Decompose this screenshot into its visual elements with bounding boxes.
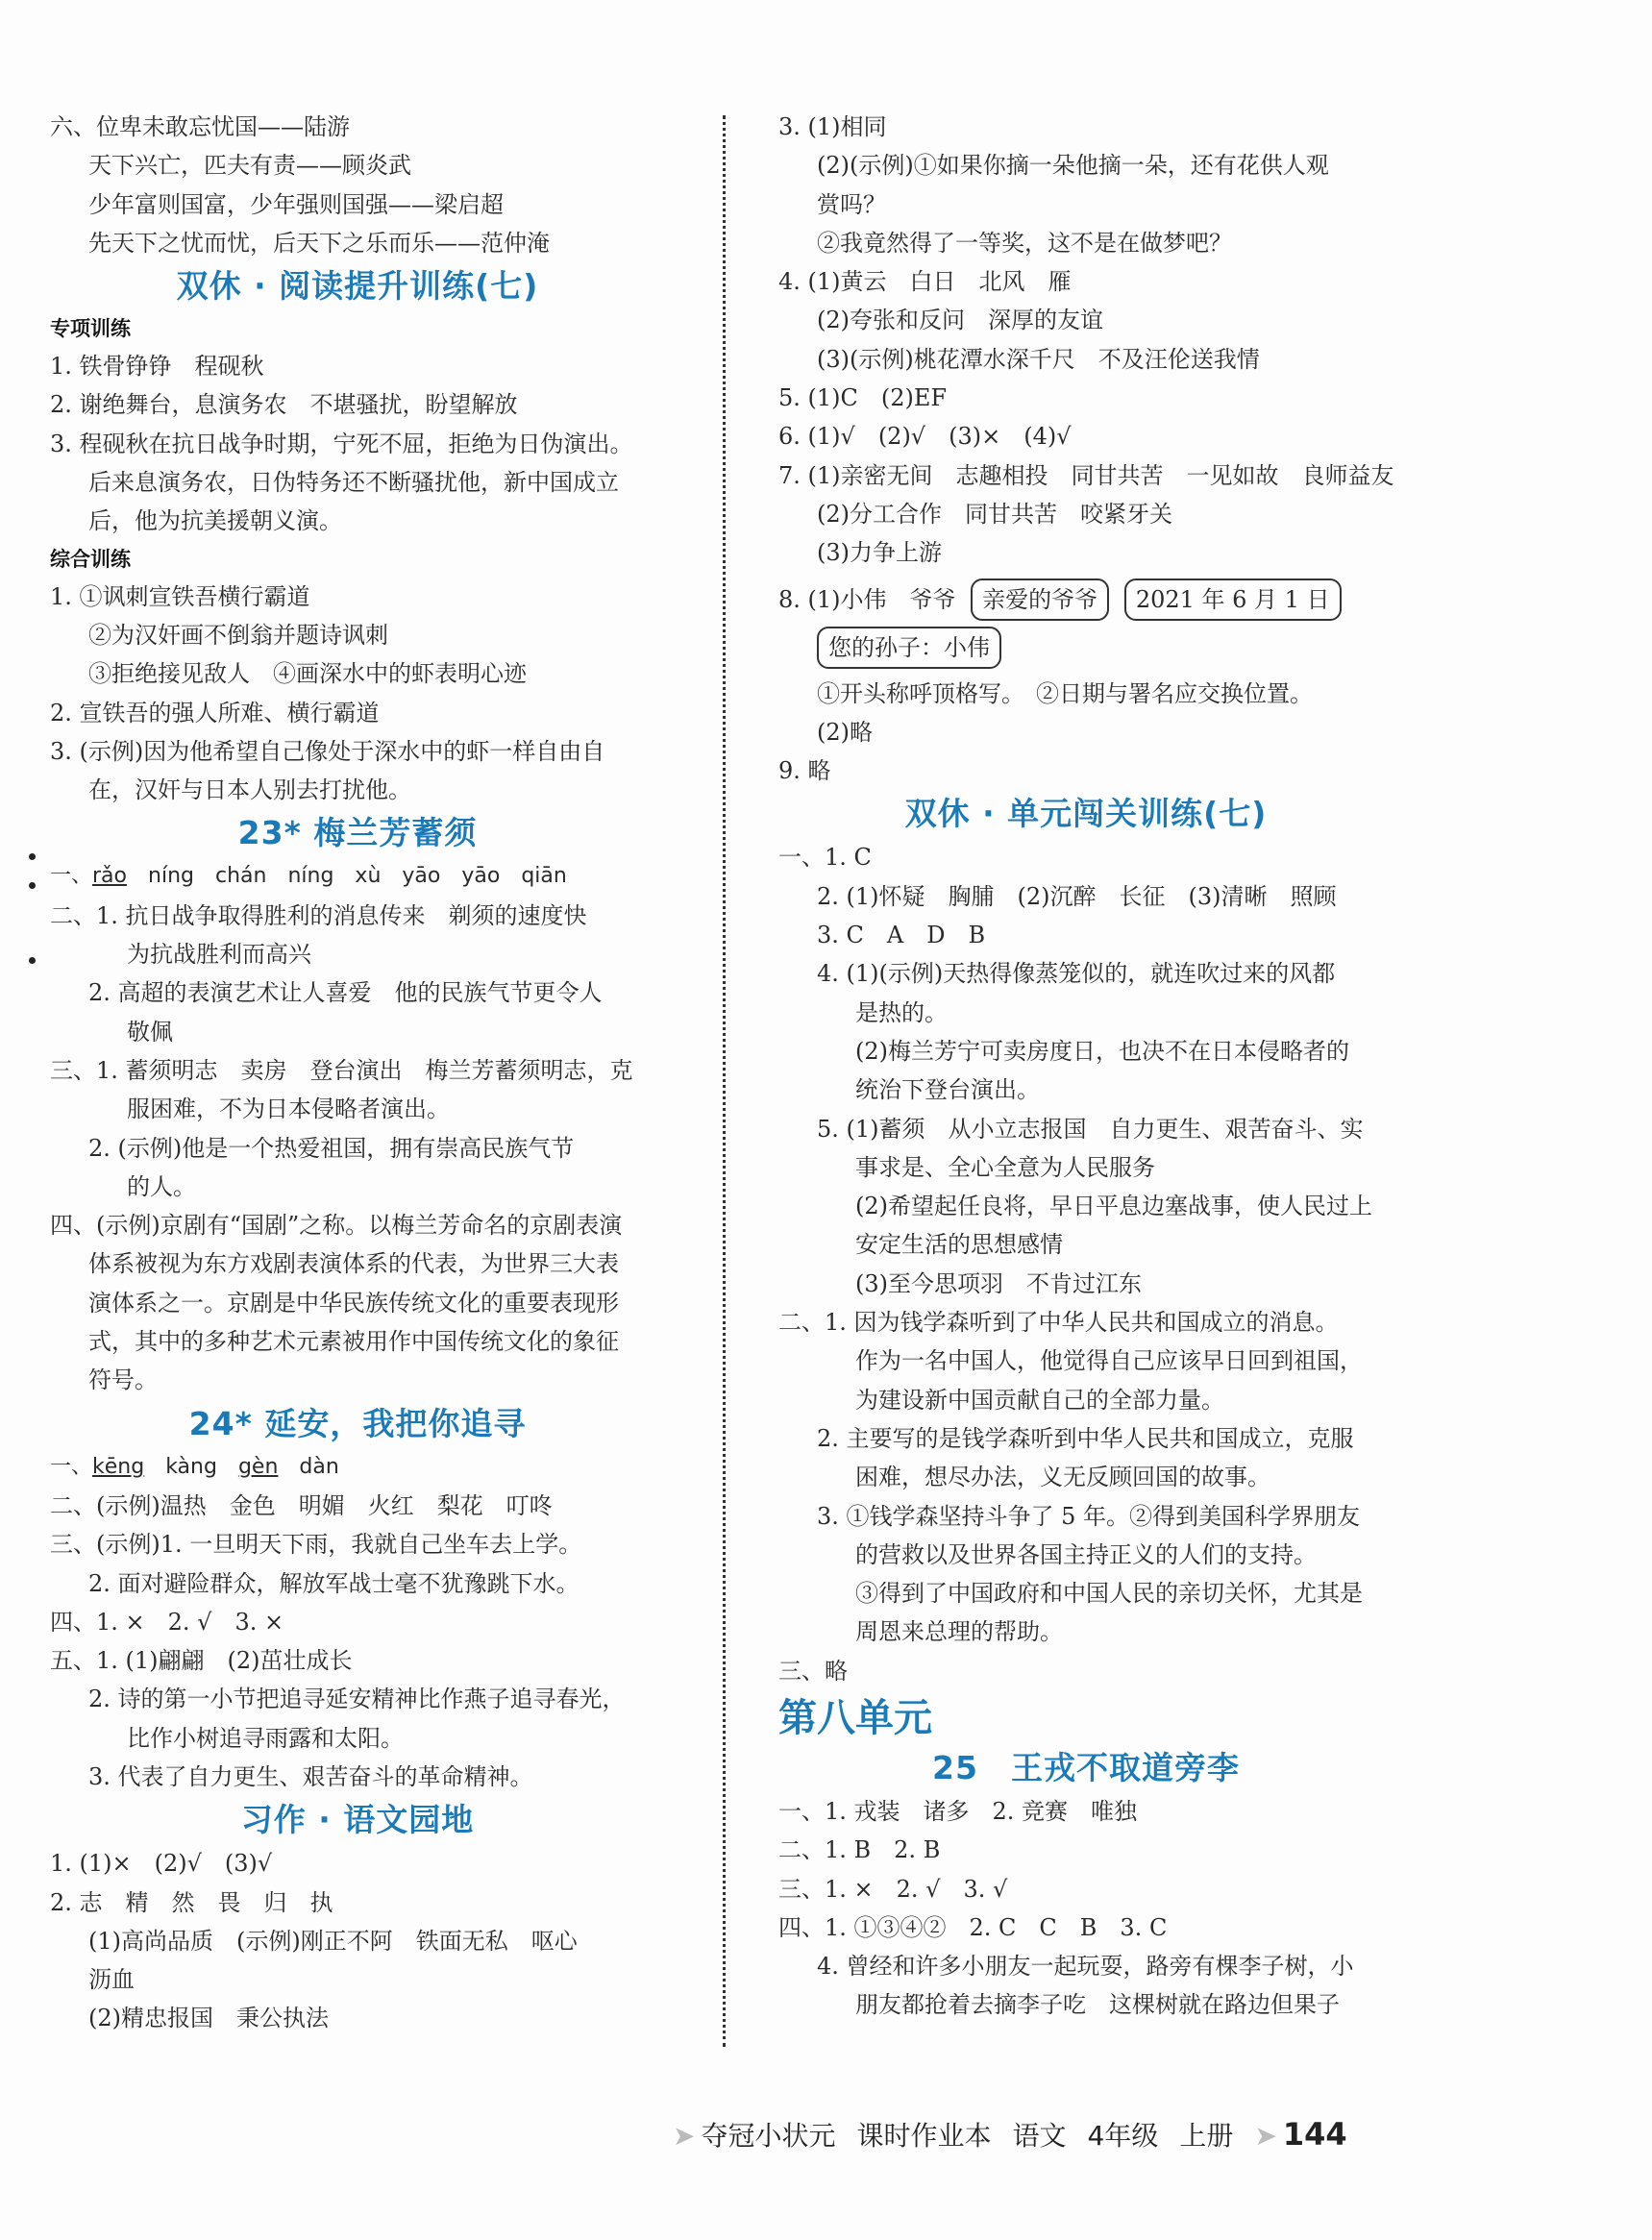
answer-line: 6. (1)√ (2)√ (3)× (4)√	[778, 423, 1072, 451]
answer-line: (3)至今思项羽 不肯过江东	[855, 1269, 1142, 1297]
answer-line: 2. 高超的表演艺术让人喜爱 他的民族气节更令人	[88, 979, 603, 1007]
answer-line: (2)夸张和反问 深厚的友谊	[817, 307, 1103, 334]
answer-line: 先天下之忧而忧，后天下之乐而乐——范仲淹	[88, 229, 550, 257]
answer-line: 五、1. (1)翩翩 (2)茁壮成长	[50, 1647, 353, 1675]
footer-grade: 4年级	[1087, 2120, 1159, 2152]
answer-line: 四、1. × 2. √ 3. ×	[50, 1608, 284, 1636]
answer-line: 四、1. ①③④② 2. C C B 3. C	[778, 1913, 1168, 1941]
boxed-signature: 您的孙子：小伟	[817, 627, 1001, 669]
answer-line: 服困难，不为日本侵略者演出。	[127, 1095, 450, 1123]
answer-line: 沥血	[88, 1966, 135, 1994]
answer-line: 的人。	[127, 1172, 196, 1200]
section-heading: 习作 · 语文园地	[240, 1801, 475, 1839]
boxed-date: 2021 年 6 月 1 日	[1124, 578, 1342, 621]
pinyin-answer-line	[50, 857, 665, 896]
answer-line: 二、(示例)温热 金色 明媚 火红 梨花 叮咚	[50, 1491, 553, 1519]
answer-line: (2)精忠报国 秉公执法	[88, 2005, 329, 2032]
answer-line: 4. (1)(示例)天热得像蒸笼似的，就连吹过来的风都	[817, 960, 1336, 988]
footer-subject: 语文	[1012, 2120, 1067, 2152]
lesson-heading: 23* 梅兰芳蓄须	[237, 814, 478, 852]
answer-line: 在，汉奸与日本人别去打扰他。	[88, 776, 411, 804]
arrow-icon: ➤	[1254, 2120, 1277, 2152]
answer-line: (1)高尚品质 (示例)刚正不阿 铁面无私 呕心	[88, 1927, 578, 1955]
subsection-heading: 综合训练	[50, 547, 131, 571]
answer-line: 符号。	[88, 1366, 158, 1394]
answer-line: 四、(示例)京剧有“国剧”之称。以梅兰芳命名的京剧表演	[50, 1212, 623, 1240]
answer-line: 三、(示例)1. 一旦明天下雨，我就自己坐车去上学。	[50, 1531, 582, 1559]
pinyin-syllable: yāo	[402, 864, 441, 889]
answer-line: 是热的。	[855, 998, 948, 1026]
right-column	[778, 108, 1393, 2025]
answer-line: 2. 诗的第一小节把追寻延安精神比作燕子追寻春光，	[88, 1686, 626, 1713]
answer-line: ③拒绝接见敌人 ④画深水中的虾表明心迹	[88, 660, 527, 688]
answer-line: (2)希望起任良将，早日平息边塞战事，使人民过上	[855, 1193, 1372, 1220]
pinyin-syllable: gèn	[237, 1454, 279, 1479]
page-footer	[673, 2110, 1365, 2158]
answer-line: 少年富则国富，少年强则国强——梁启超	[88, 190, 504, 218]
answer-line: 2. 志 精 然 畏 归 执	[50, 1888, 333, 1916]
answer-line: 2. (示例)他是一个热爱祖国，拥有崇高民族气节	[88, 1134, 575, 1162]
left-column	[50, 108, 665, 2038]
answer-line: 三、1. × 2. √ 3. √	[778, 1875, 1008, 1903]
answer-line: 后，他为抗美援朝义演。	[88, 507, 342, 535]
answer-line: 二、1. 因为钱学森听到了中华人民共和国成立的消息。	[778, 1309, 1339, 1337]
pinyin-syllable: níng	[287, 864, 334, 889]
pinyin-syllable: qiān	[521, 864, 567, 889]
answer-line: 二、1. 抗日战争取得胜利的消息传来 剃须的速度快	[50, 901, 587, 929]
lesson-heading: 24* 延安，我把你追寻	[188, 1404, 527, 1442]
answer-line: 7. (1)亲密无间 志趣相投 同甘共苦 一见如故 良师益友	[778, 461, 1394, 489]
answer-line: ②为汉奸画不倒翁并题诗讽刺	[88, 621, 388, 649]
answer-line: 比作小树追寻雨露和太阳。	[127, 1724, 404, 1752]
answer-line: 敬佩	[127, 1018, 173, 1046]
pinyin-syllable: dàn	[299, 1454, 339, 1479]
column-divider	[723, 115, 726, 2047]
answer-line: 3. (示例)因为他希望自己像处于深水中的虾一样自由自	[50, 737, 605, 765]
answer-line: 演体系之一。京剧是中华民族传统文化的重要表现形	[88, 1289, 619, 1317]
answer-line: 三、略	[778, 1657, 848, 1685]
answer-line: 困难，想尽办法，义无反顾回国的故事。	[855, 1464, 1270, 1491]
subsection-heading: 专项训练	[50, 317, 131, 341]
section-heading: 双休 · 阅读提升训练(七)	[176, 267, 539, 306]
answer-line: 三、1. 蓄须明志 卖房 登台演出 梅兰芳蓄须明志，克	[50, 1056, 633, 1084]
arrow-icon: ➤	[673, 2120, 696, 2152]
answer-line: 一、1. C	[778, 844, 872, 872]
margin-mark	[29, 957, 36, 964]
answer-line: 体系被视为东方戏剧表演体系的代表，为世界三大表	[88, 1250, 619, 1278]
answer-line: 1. (1)× (2)√ (3)√	[50, 1850, 273, 1878]
boxed-salutation: 亲爱的爷爷	[971, 578, 1109, 621]
answer-line: 3. C A D B	[817, 922, 986, 949]
answer-line: 二、1. B 2. B	[778, 1836, 941, 1864]
answer-line: 为抗战胜利而高兴	[127, 941, 311, 969]
answer-line: 后来息演务农，日伪特务还不断骚扰他，新中国成立	[88, 469, 619, 497]
page-number: 144	[1282, 2116, 1347, 2153]
answer-line: 2. 主要写的是钱学森听到中华人民共和国成立，克服	[817, 1424, 1354, 1452]
letter-format-line	[778, 578, 1393, 621]
answer-line: 1. 铁骨铮铮 程砚秋	[50, 353, 264, 381]
answer-line: ①开头称呼顶格写。 ②日期与署名应交换位置。	[817, 679, 1313, 707]
answer-line: 5. (1)蓄须 从小立志报国 自力更生、艰苦奋斗、实	[817, 1115, 1364, 1143]
answer-line: 为建设新中国贡献自己的全部力量。	[855, 1386, 1224, 1414]
pinyin-syllable: rǎo	[92, 864, 128, 889]
answer-line: 安定生活的思想感情	[855, 1231, 1063, 1259]
pinyin-syllable: yāo	[461, 864, 501, 889]
answer-line: 4. 曾经和许多小朋友一起玩耍，路旁有棵李子树，小	[817, 1953, 1354, 1981]
footer-brand: 夺冠小状元	[701, 2120, 836, 2152]
answer-line: 3. 程砚秋在抗日战争时期，宁死不屈，拒绝为日伪演出。	[50, 430, 633, 457]
margin-mark	[29, 882, 36, 889]
answer-line: 2. 宣铁吾的强人所难、横行霸道	[50, 699, 380, 726]
answer-line: (3)力争上游	[817, 539, 942, 567]
section-heading: 双休 · 单元闯关训练(七)	[904, 795, 1268, 833]
pinyin-syllable: níng	[148, 864, 194, 889]
pinyin-syllable: xù	[355, 864, 382, 889]
answer-line: 4. (1)黄云 白日 北风 雁	[778, 268, 1072, 296]
answer-line: 事求是、全心全意为人民服务	[855, 1153, 1155, 1181]
answer-line: (2)略	[817, 718, 873, 746]
answer-text: 8. (1)小伟 爷爷	[778, 585, 956, 613]
pinyin-syllable: chán	[214, 864, 267, 889]
pinyin-syllable: kēng	[92, 1454, 145, 1479]
answer-line: 2. 谢绝舞台，息演务农 不堪骚扰，盼望解放	[50, 391, 518, 419]
answer-line: 3. 代表了自力更生、艰苦奋斗的革命精神。	[88, 1762, 533, 1790]
answer-line: 3. ①钱学森坚持斗争了 5 年。②得到美国科学界朋友	[817, 1502, 1361, 1530]
answer-line: 朋友都抢着去摘李子吃 这棵树就在路边但果子	[855, 1991, 1340, 2019]
footer-book: 课时作业本	[856, 2120, 992, 2152]
answer-line: 5. (1)C (2)EF	[778, 384, 948, 412]
answer-line: 赏吗？	[817, 190, 886, 218]
answer-line: 式，其中的多种艺术元素被用作中国传统文化的象征	[88, 1328, 619, 1356]
answer-line: 统治下登台演出。	[855, 1076, 1040, 1104]
answer-line: 1. ①讽刺宣铁吾横行霸道	[50, 582, 310, 610]
answer-line: 9. 略	[778, 757, 831, 785]
pinyin-answer-line	[50, 1448, 665, 1487]
answer-line: 2. (1)怀疑 胸脯 (2)沉醉 长征 (3)清晰 照顾	[817, 882, 1337, 910]
answer-line: 的营救以及世界各国主持正义的人们的支持。	[855, 1540, 1317, 1568]
pinyin-syllable: kàng	[165, 1454, 217, 1479]
margin-mark	[29, 853, 36, 860]
answer-line: (2)梅兰芳宁可卖房度日，也决不在日本侵略者的	[855, 1037, 1349, 1065]
answer-line: ②我竟然得了一等奖，这不是在做梦吧？	[817, 229, 1232, 257]
answer-line: (3)(示例)桃花潭水深千尺 不及汪伦送我情	[817, 345, 1260, 373]
question-number: 一、	[50, 1454, 93, 1479]
answer-line: 六、位卑未敢忘忧国——陆游	[50, 113, 350, 140]
answer-line: 天下兴亡，匹夫有责——顾炎武	[88, 152, 411, 180]
answer-line: 2. 面对避险群众，解放军战士毫不犹豫跳下水。	[88, 1569, 579, 1597]
unit-heading: 第八单元	[778, 1695, 932, 1740]
answer-line: 周恩来总理的帮助。	[855, 1618, 1063, 1646]
question-number: 一、	[50, 864, 93, 889]
answer-line: 作为一名中国人，他觉得自己应该早日回到祖国，	[855, 1347, 1363, 1375]
footer-volume: 上册	[1179, 2120, 1234, 2152]
answer-line: (2)(示例)①如果你摘一朵他摘一朵，还有花供人观	[817, 152, 1329, 180]
answer-line: 3. (1)相同	[778, 113, 887, 140]
answer-line: ③得到了中国政府和中国人民的亲切关怀，尤其是	[855, 1580, 1363, 1608]
letter-format-line	[778, 627, 1393, 669]
answer-line: 一、1. 戎装 诸多 2. 竞赛 唯独	[778, 1797, 1138, 1825]
answer-line: (2)分工合作 同甘共苦 咬紧牙关	[817, 500, 1172, 528]
lesson-heading: 25 王戎不取道旁李	[932, 1748, 1240, 1786]
